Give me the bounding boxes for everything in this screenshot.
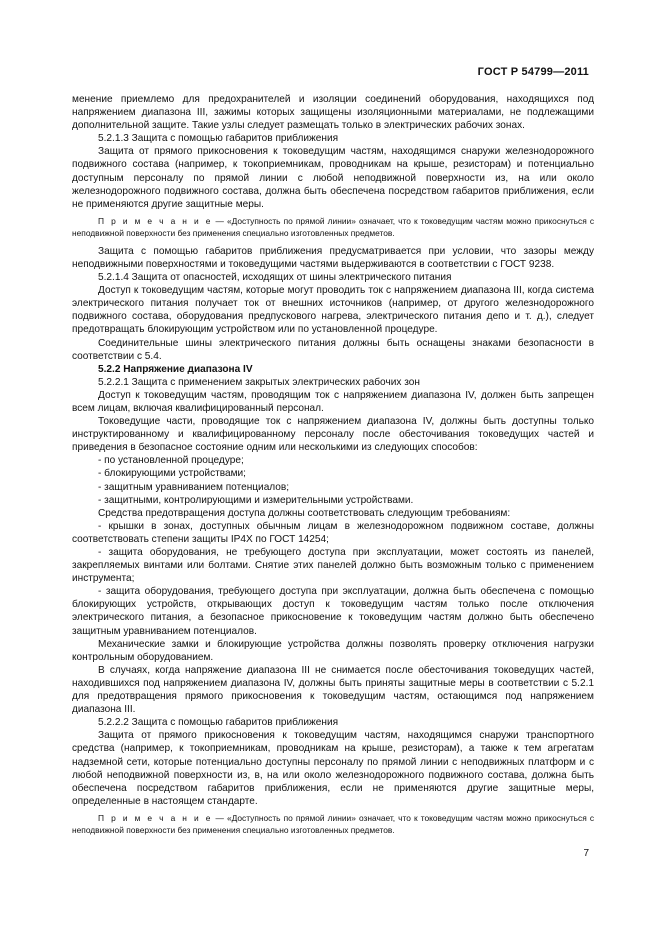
paragraph: Токоведущие части, проводящие ток с напряжением диапазона IV, должны быть доступны только инструктированному и квалифицированному персоналу после обесточивания токоведущих частей и приведения в безопасное состояние одним или несколькими из следующих способов: — [72, 416, 594, 454]
paragraph: Механические замки и блокирующие устройства должны позволять проверку отключения нагрузки контрольным оборудованием. — [72, 638, 594, 663]
list-item: - защитным уравниванием потенциалов; — [98, 481, 290, 493]
section-heading-5-2-2-2: 5.2.2.2 Защита с помощью габаритов приближения — [98, 717, 339, 729]
paragraph: Средства предотвращения доступа должны соответствовать следующим требованиям: — [98, 507, 511, 519]
list-item: - крышки в зонах, доступных обычным лицам в железнодорожном подвижном составе, должны соответствовать степени защиты IP4X по ГОСТ 14254; — [72, 520, 594, 545]
section-heading-5-2-2-1: 5.2.2.1 Защита с применением закрытых электрических рабочих зон — [98, 376, 420, 388]
document-header: ГОСТ Р 54799—2011 — [477, 66, 589, 78]
note — [72, 812, 594, 836]
paragraph: Соединительные шины электрического питания должны быть оснащены знаками безопасности в соответствии с 5.4. — [72, 337, 594, 362]
section-heading-5-2-1-4: 5.2.1.4 Защита от опасностей, исходящих от шины электрического питания — [98, 272, 452, 284]
list-item: - защита оборудования, требующего доступа при эксплуатации, должна быть обеспечена с помощью блокирующих устройств, открывающих доступ к токоведущим частям только после отключения электрического питания, а безопасное прикосновение к токоведущим частям должно быть обеспечено защитным уравниванием потенциалов. — [72, 586, 594, 637]
section-heading-5-2-2: 5.2.2 Напряжение диапазона IV — [98, 363, 253, 375]
document-body — [72, 93, 594, 842]
section-heading-5-2-1-3: 5.2.1.3 Защита с помощью габаритов приближения — [98, 133, 339, 145]
paragraph: Защита с помощью габаритов приближения предусматривается при условии, что зазоры между неподвижными поверхностями и токоведущими частями выдерживаются в соответствии с ГОСТ 9238. — [72, 245, 594, 270]
paragraph: Доступ к токоведущим частям, проводящим ток с напряжением диапазона IV, должен быть запрещен всем лицам, включая квалифицированный персонал. — [72, 389, 594, 414]
page-number: 7 — [583, 848, 589, 859]
list-item: - защита оборудования, не требующего доступа при эксплуатации, может состоять из панелей, закрепляемых винтами или болтами. Снятие этих панелей должно быть возможным только с применением инструмента; — [72, 547, 594, 585]
paragraph: Защита от прямого прикосновения к токоведущим частям, находящимся снаружи транспортного средства (например, к токоприемникам, проводникам на крыше, резисторам), а также к тем агрегатам надземной сети, которые потенциально доступны персоналу по прямой линии с неподвижных платформ и с любой неподвижной поверхности из, в, на или около железнодорожного подвижного состава, должна быть обеспечена посредством габаритов приближения, если не применяются другие защитные меры, определенные в настоящем стандарте. — [72, 730, 594, 807]
paragraph: Защита от прямого прикосновения к токоведущим частям, находящимся снаружи железнодорожного подвижного состава (например, к токоприемникам, проводникам на крыше, резисторам) и потенциально доступным персоналу по прямой линии с любой неподвижной поверхности из, на или около железнодорожного подвижного состава, должна быть обеспечена посредством габаритов приближения, если не применяются другие защитные меры. — [72, 146, 594, 210]
note-label: П р и м е ч а н и е — [98, 215, 213, 226]
note-text: — «Доступность по прямой линии» означает, что к токоведущим частям можно прикоснуться с неподвижной поверхности без применения специально изготовленных предметов. — [72, 215, 595, 238]
paragraph: Доступ к токоведущим частям, которые могут проводить ток с напряжением диапазона III, когда система электрического питания получает ток от внешних источников (например, от другого железнодорожного подвижного состава, оборудования предпускового нагрева, электрического питания депо и т. д.), следует предотвращать блокирующим устройством или по установленной процедуре. — [72, 285, 594, 336]
note-label: П р и м е ч а н и е — [98, 812, 213, 823]
paragraph: В случаях, когда напряжение диапазона III не снимается после обесточивания токоведущих частей, находившихся под напряжением диапазона IV, должны быть приняты защитные меры в соответствии с 5.2.1 для предотвращения прямого прикосновения к токоведущим частям, остающимся под напряжением диапазона III. — [72, 664, 594, 716]
list-item: - по установленной процедуре; — [98, 455, 244, 467]
paragraph: менение приемлемо для предохранителей и изоляции соединений оборудования, находящихся под напряжением диапазона III, зажимы которых защищены изоляционными материалами, не подлежащими дополнительной защите. Такие узлы следует размещать только в электрических рабочих зонах. — [72, 94, 594, 132]
note-text: — «Доступность по прямой линии» означает, что к токоведущим частям можно прикоснуться с неподвижной поверхности без применения специально изготовленных предметов. — [72, 812, 595, 835]
list-item: - блокирующими устройствами; — [98, 468, 246, 480]
note — [72, 215, 594, 239]
list-item: - защитными, контролирующими и измерительными устройствами. — [98, 494, 414, 506]
